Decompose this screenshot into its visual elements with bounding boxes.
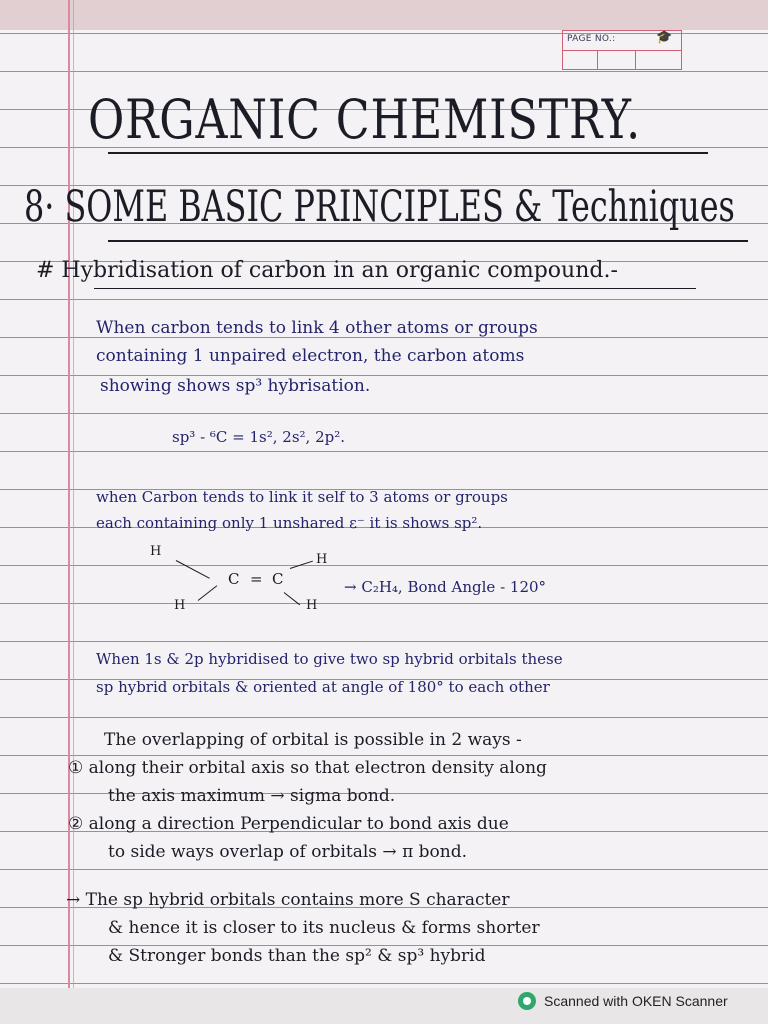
- double-bond: =: [250, 570, 263, 588]
- atom-h: H: [306, 598, 318, 613]
- page-number-label: PAGE NO.:: [567, 34, 616, 44]
- margin-line-inner: [73, 0, 74, 988]
- atom-c: C: [228, 570, 240, 588]
- atom-h: H: [174, 598, 186, 613]
- scanner-footer: Scanned with OKEN Scanner: [544, 993, 728, 1009]
- margin-line: [68, 0, 70, 988]
- page-title: ORGANIC CHEMISTRY.: [88, 88, 642, 151]
- atom-h: H: [316, 552, 328, 567]
- text-line: containing 1 unpaired electron, the carbon atoms: [96, 346, 525, 366]
- page-edge: [0, 0, 768, 30]
- text-line: the axis maximum → sigma bond.: [108, 786, 396, 806]
- text-line: → C₂H₄, Bond Angle - 120°: [344, 578, 547, 596]
- text-line: → The sp hybrid orbitals contains more S character: [66, 890, 510, 910]
- text-line: sp hybrid orbitals & oriented at angle of 180° to each other: [96, 678, 550, 696]
- text-line: sp³ - ⁶C = 1s², 2s², 2p².: [172, 428, 346, 446]
- section-heading: # Hybridisation of carbon in an organic compound.-: [36, 258, 618, 283]
- graduation-cap-icon: 🎓: [656, 30, 673, 45]
- scanner-logo-icon: [518, 992, 536, 1010]
- text-line: ② along a direction Perpendicular to bond axis due: [68, 814, 509, 834]
- text-line: & hence it is closer to its nucleus & forms shorter: [108, 918, 540, 938]
- atom-h: H: [150, 544, 162, 559]
- text-line: The overlapping of orbital is possible in 2 ways -: [104, 730, 522, 750]
- text-line: When carbon tends to link 4 other atoms or groups: [96, 318, 538, 338]
- text-line: When 1s & 2p hybridised to give two sp hybrid orbitals these: [96, 650, 563, 668]
- text-line: to side ways overlap of orbitals → π bond.: [108, 842, 468, 862]
- text-line: when Carbon tends to link it self to 3 atoms or groups: [96, 488, 508, 506]
- text-line: ① along their orbital axis so that electron density along: [68, 758, 547, 778]
- text-line: & Stronger bonds than the sp² & sp³ hybrid: [108, 946, 486, 966]
- text-line: showing shows sp³ hybrisation.: [100, 376, 371, 396]
- chapter-title: 8· SOME BASIC PRINCIPLES & Techniques: [24, 182, 735, 232]
- title-underline: [108, 152, 708, 154]
- chapter-underline: [108, 240, 748, 242]
- heading-underline: [94, 288, 696, 289]
- atom-c: C: [272, 570, 284, 588]
- text-line: each containing only 1 unshared ε⁻ it is shows sp².: [96, 514, 483, 532]
